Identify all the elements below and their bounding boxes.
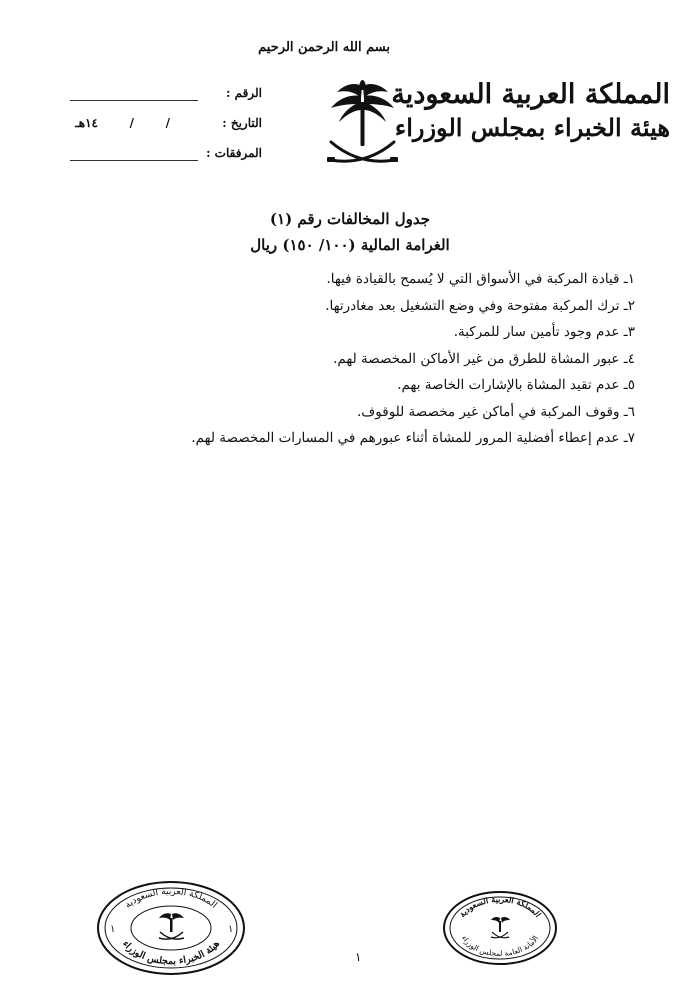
reference-number-row (62, 86, 262, 106)
list-item: ٧ـ عدم إعطاء أفضلية المرور للمشاة أثناء عبورهم في المسارات المخصصة لهم. (191, 430, 635, 446)
left-stamp-top-arc: المملكة العربية السعودية (123, 886, 219, 911)
left-stamp-bottom-arc: هيئة الخبراء بمجلس الوزراء (119, 938, 223, 968)
list-item: ٦ـ وقوف المركبة في أماكن غير مخصصة للوقوف. (356, 403, 635, 420)
number-label: الرقم : (226, 86, 262, 100)
left-stamp-number: ١ (228, 924, 234, 935)
page-number: ١ (355, 950, 362, 964)
document-title: جدول المخالفات رقم (١) (269, 210, 431, 228)
list-item: ١ـ قيادة المركبة في الأسواق التي لا يُسمح بالقيادة فيها. (326, 271, 635, 287)
letterhead (391, 78, 670, 144)
left-stamp-number: ١ (110, 924, 116, 935)
stamp-emblem-icon (159, 913, 184, 939)
right-stamp-bottom-arc: الأمانة العامة لمجلس الوزراء (459, 934, 541, 959)
document-subtitle: الغرامة المالية (١٠٠/ ١٥٠) ريال (250, 236, 450, 254)
date-row (62, 116, 262, 136)
svg-text:المملكة العربية السعودية (123, 887, 218, 911)
date-year-suffix: ١٤هـ (75, 116, 98, 130)
violations-list (115, 266, 635, 452)
stamp-emblem-icon (491, 917, 510, 938)
right-official-stamp (442, 890, 558, 966)
date-label: التاريخ : (222, 116, 262, 130)
basmala: بسم الله الرحمن الرحيم (258, 40, 390, 55)
list-item: ٥ـ عدم تقيد المشاة بالإشارات الخاصة بهم. (397, 377, 635, 393)
left-official-stamp (96, 880, 246, 976)
attachments-line (70, 160, 198, 161)
list-item: ٢ـ ترك المركبة مفتوحة وفي وضع التشغيل بعد مغادرتها. (325, 297, 635, 314)
saudi-emblem-icon (325, 80, 400, 170)
country-name: المملكة العربية السعودية (391, 79, 670, 110)
date-separator: / (165, 116, 170, 130)
right-stamp-top-arc: المملكة العربية السعودية (456, 893, 544, 919)
organization-name: هيئة الخبراء بمجلس الوزراء (394, 113, 670, 142)
list-item: ٤ـ عبور المشاة للطرق من غير الأماكن المخصصة لهم. (333, 350, 635, 367)
attachments-row (62, 146, 262, 166)
number-line (70, 100, 198, 101)
svg-text:هيئة الخبراء بمجلس الوزراء (120, 939, 222, 967)
list-item: ٣ـ عدم وجود تأمين سار للمركبة. (453, 324, 635, 340)
date-separator: / (129, 116, 134, 130)
attachments-label: المرفقات : (206, 146, 262, 160)
